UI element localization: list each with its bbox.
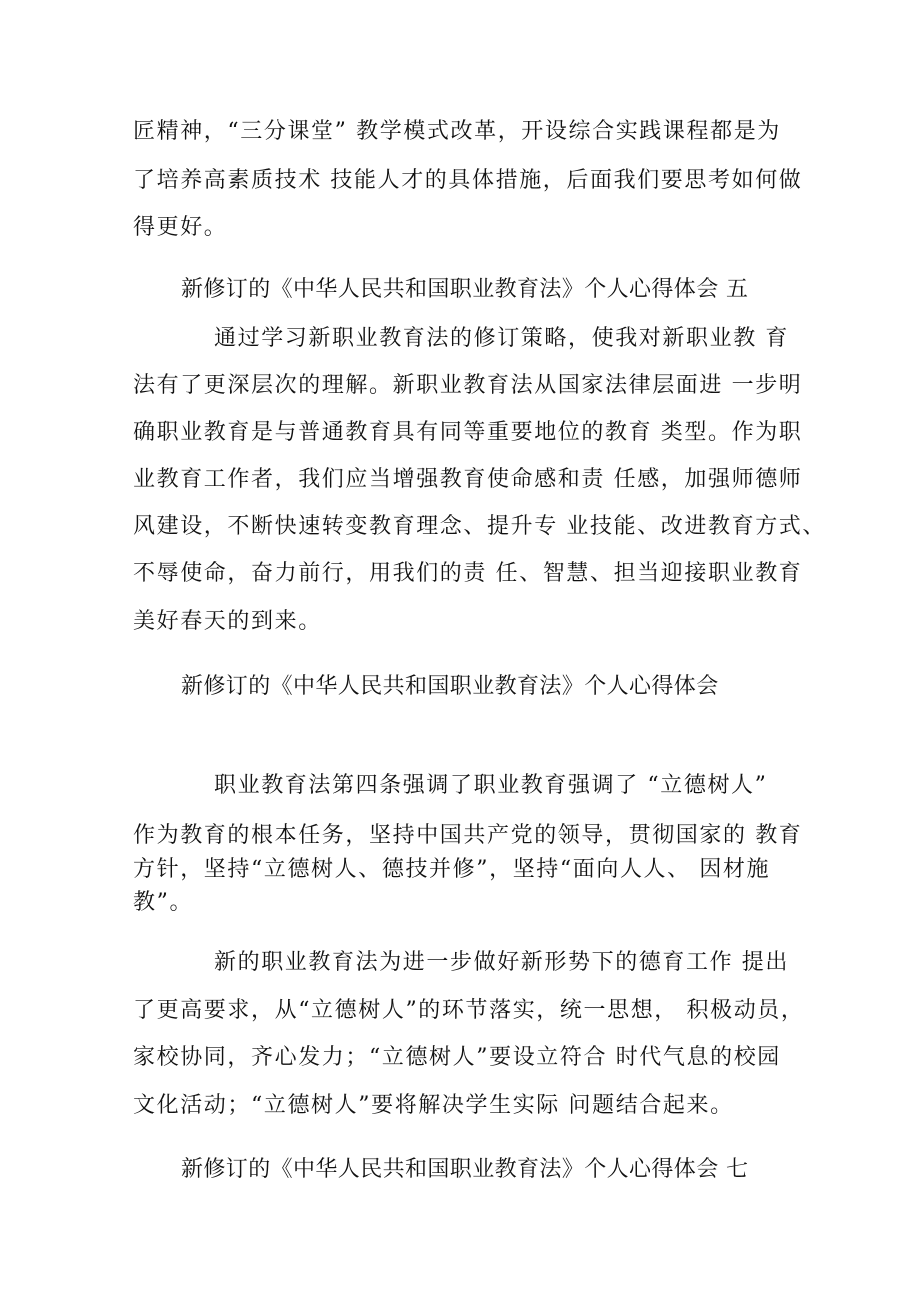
paragraph-line: 美好春天的到来。 xyxy=(133,609,322,634)
paragraph-line: 不辱使命，奋力前行，用我们的责 任、智慧、担当迎接职业教育 xyxy=(133,561,803,586)
paragraph-line: 方针，坚持“立德树人、德技并修”，坚持“面向人人、 因材施 xyxy=(133,857,771,882)
paragraph-line: 匠精神，“三分课堂” 教学模式改革，开设综合实践课程都是为 xyxy=(133,119,781,144)
paragraph-line: 通过学习新职业教育法的修订策略，使我对新职业教 育 xyxy=(214,326,789,351)
paragraph-line: 家校协同，齐心发力；“立德树人”要设立符合 时代气息的校园 xyxy=(133,1045,781,1070)
paragraph-line: 职业教育法第四条强调了职业教育强调了 “立德树人” xyxy=(214,773,768,798)
section-title: 新修订的《中华人民共和国职业教育法》个人心得体会 五 xyxy=(181,277,749,302)
paragraph-line: 得更好。 xyxy=(133,215,228,240)
paragraph-line: 了培养高素质技术 技能人才的具体措施，后面我们要思考如何做 xyxy=(133,168,803,193)
paragraph-line: 新的职业教育法为进一步做好新形势下的德育工作 提出 xyxy=(214,950,789,975)
paragraph-line: 确职业教育是与普通教育具有同等重要地位的教育 类型。作为职 xyxy=(133,420,803,445)
paragraph-line: 风建设，不断快速转变教育理念、提升专 业技能、改进教育方式、 xyxy=(133,514,826,539)
paragraph-line: 教”。 xyxy=(133,890,194,915)
paragraph-line: 作为教育的根本任务，坚持中国共产党的领导，贯彻国家的 教育 xyxy=(133,823,803,848)
paragraph-line: 了更高要求，从“立德树人”的环节落实，统一思想， 积极动员， xyxy=(133,998,805,1023)
paragraph-line: 业教育工作者，我们应当增强教育使命感和责 任感，加强师德师 xyxy=(133,467,803,492)
paragraph-line: 文化活动；“立德树人”要将解决学生实际 问题结合起来。 xyxy=(133,1093,734,1118)
paragraph-line: 法有了更深层次的理解。新职业教育法从国家法律层面进 一步明 xyxy=(133,373,803,398)
section-title: 新修订的《中华人民共和国职业教育法》个人心得体会 xyxy=(181,674,719,699)
section-title: 新修订的《中华人民共和国职业教育法》个人心得体会 七 xyxy=(181,1157,749,1182)
